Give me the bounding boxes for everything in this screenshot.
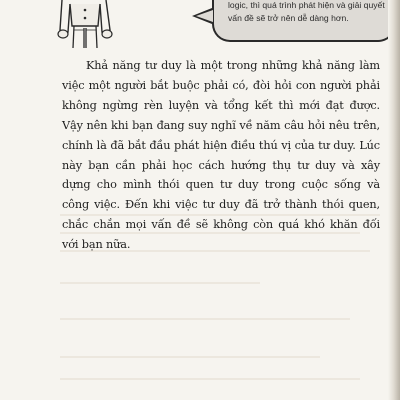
cartoon-person-icon xyxy=(48,0,124,48)
body-paragraph: Khả năng tư duy là một trong những khả năng làm việc một người bắt buộc phải có, đòi hỏi con người phải không ngừng rèn luyện và tổng kết thì mới đạt được. Vậy nên khi bạn đang suy nghĩ về năm câu hỏi nêu trên, chính là đã bắt đầu phát hiện điều thú vị của tư duy. Lúc này bạn cần phải học cách hướng thụ tư duy và xây dựng cho mình thói quen tư duy trong cuộc sống và công việc. Đến khi việc tư duy đã trở thành thói quen, chắc chắn mọi vấn đề sẽ không còn quá khó khăn đối với bạn nữa. xyxy=(62,59,380,252)
callout-tail-fill xyxy=(196,10,213,22)
bleed-through-line xyxy=(60,282,260,284)
bleed-through-line xyxy=(60,356,320,358)
callout-box xyxy=(212,0,396,42)
bleed-through-line xyxy=(60,318,350,320)
bleed-through-line xyxy=(60,378,360,380)
callout-text: logic, thì quá trình phát hiện và giải quyết vấn đề sẽ trở nên dễ dàng hơn. xyxy=(228,0,385,23)
page-edge-shadow xyxy=(388,0,400,400)
